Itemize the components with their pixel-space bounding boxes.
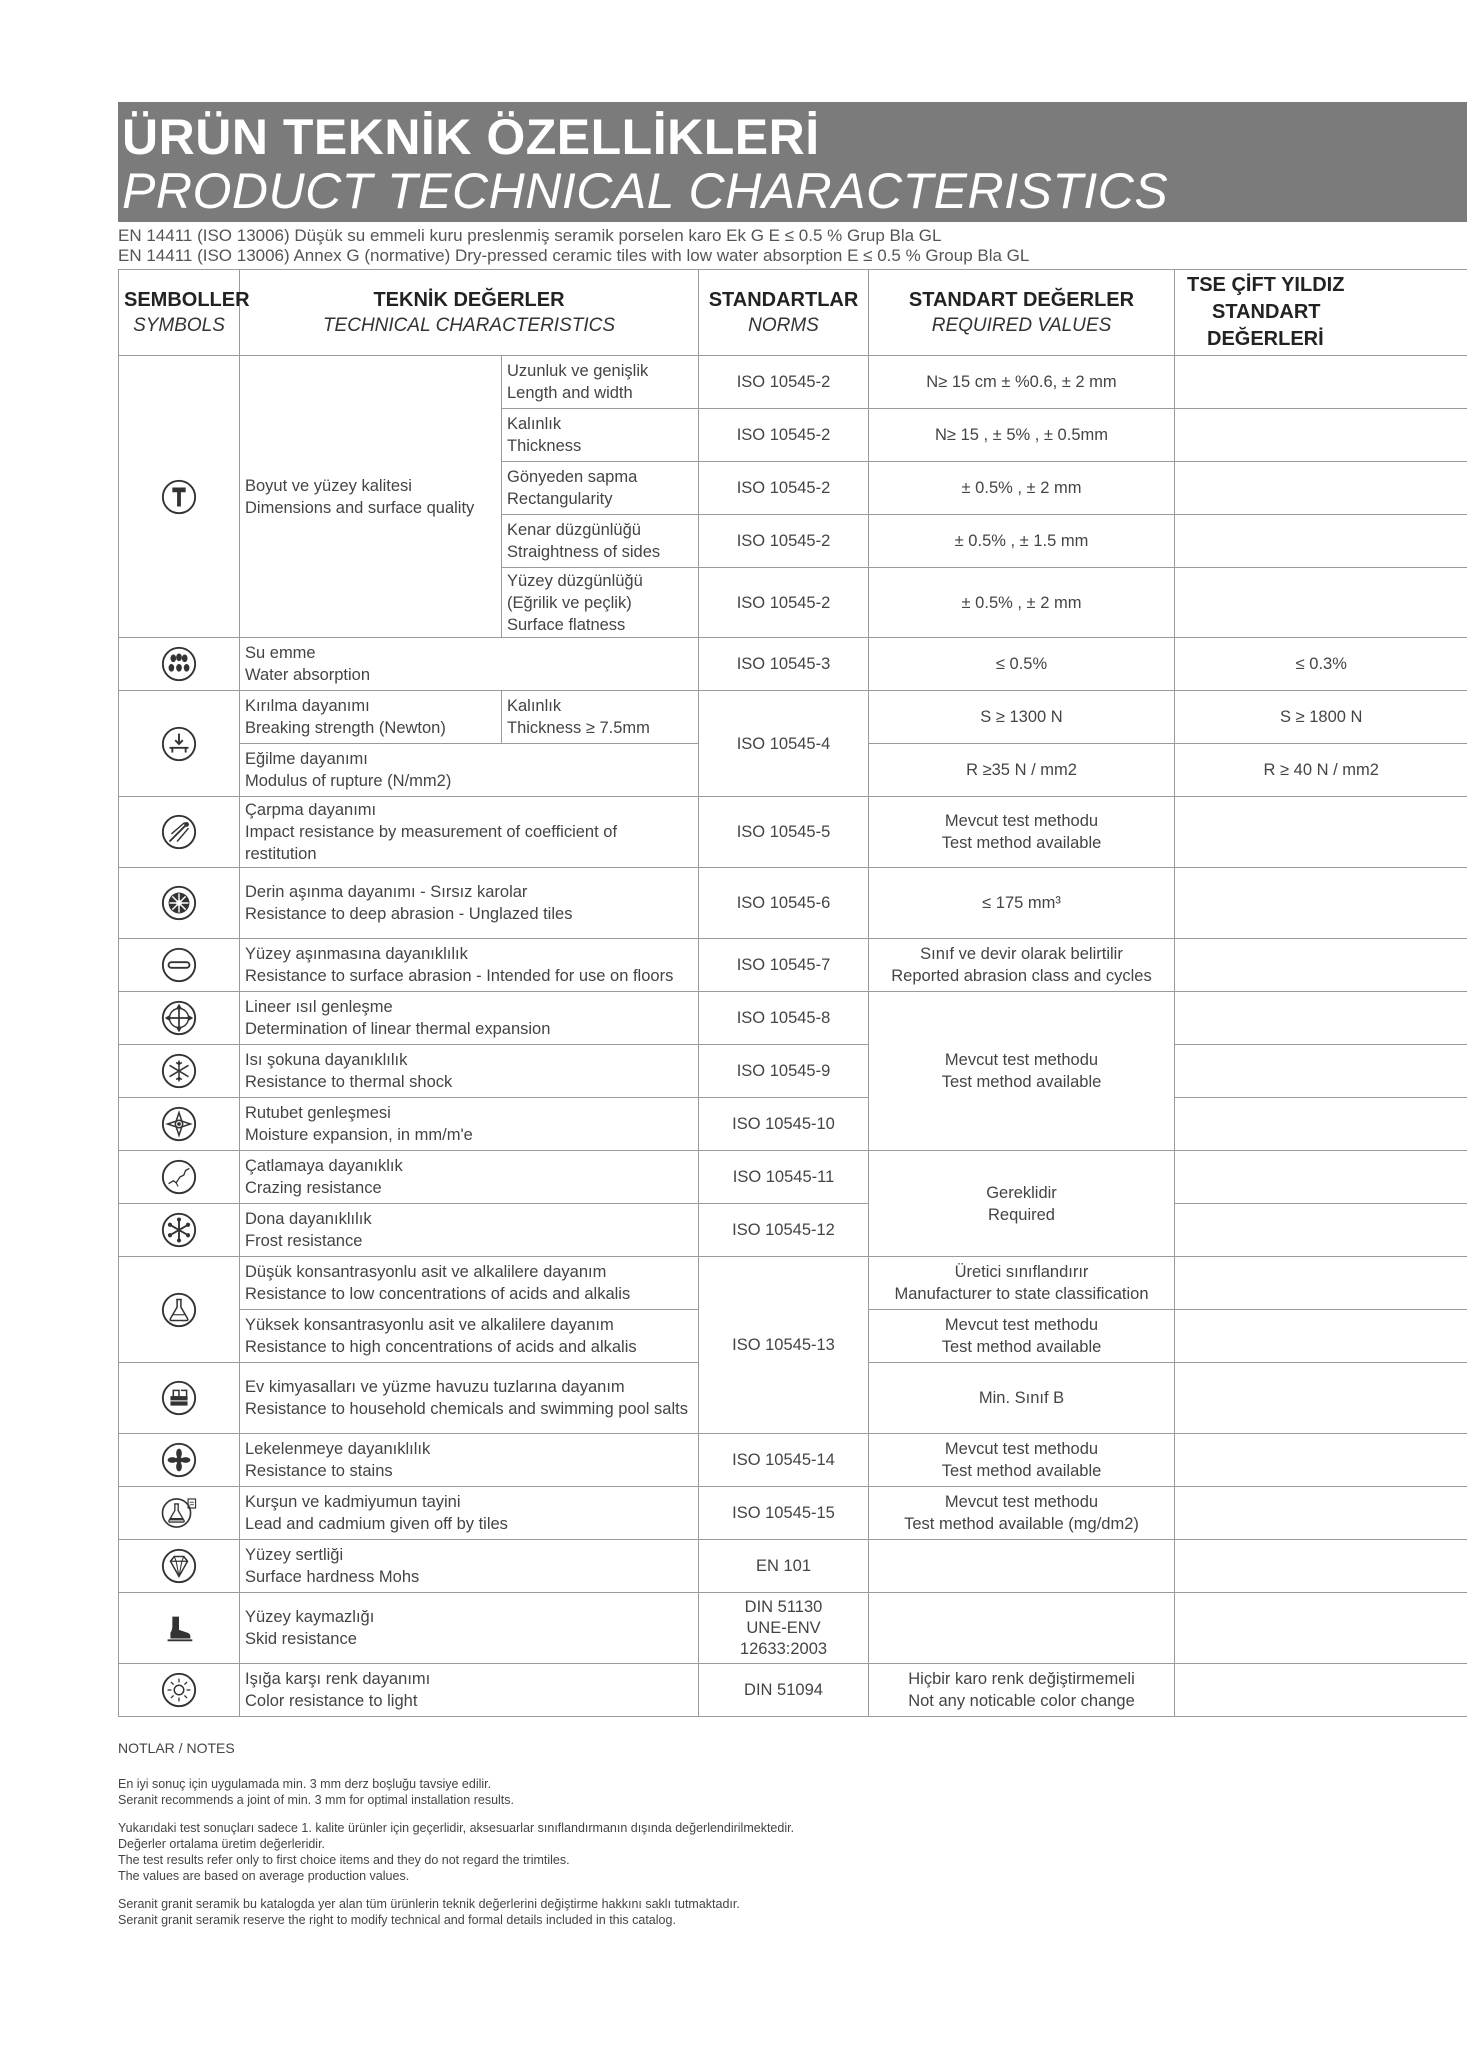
table-row xyxy=(119,797,1467,868)
tse-cell xyxy=(1175,1310,1467,1363)
req-cell: Mevcut test methodu Test method available xyxy=(869,1434,1175,1487)
dims-sub: Kalınlık Thickness xyxy=(502,409,699,462)
thermal-expansion-icon xyxy=(119,992,240,1045)
norm-cell: ISO 10545-15 xyxy=(699,1487,869,1540)
norm-cell: ISO 10545-6 xyxy=(699,868,869,939)
table-row xyxy=(119,939,1467,992)
table-row xyxy=(119,1664,1467,1717)
col-technical: TEKNİK DEĞERLER TECHNICAL CHARACTERISTICS xyxy=(240,270,699,356)
norm-cell: ISO 10545-2 xyxy=(699,568,869,638)
req-cell: ± 0.5% , ± 1.5 mm xyxy=(869,515,1175,568)
water-label: Su emme Water absorption xyxy=(240,638,699,691)
table-row xyxy=(119,1487,1467,1540)
norm-cell: ISO 10545-5 xyxy=(699,797,869,868)
req-cell: Üretici sınıflandırır Manufacturer to state classification xyxy=(869,1257,1175,1310)
tse-cell xyxy=(1175,1257,1467,1310)
crazing-icon xyxy=(119,1151,240,1204)
req-cell: Sınıf ve devir olarak belirtilir Reported abrasion class and cycles xyxy=(869,939,1175,992)
tse-cell xyxy=(1175,1540,1467,1593)
table-row xyxy=(119,1151,1467,1204)
col-symbols: SEMBOLLER SYMBOLS xyxy=(119,270,240,356)
norm-cell: DIN 51094 xyxy=(699,1664,869,1717)
table-row xyxy=(119,1045,1467,1098)
norm-cell: DIN 51130 UNE-ENV 12633:2003 xyxy=(699,1593,869,1664)
req-cell: Mevcut test methodu Test method available xyxy=(869,797,1175,868)
lead-cadmium-icon xyxy=(119,1487,240,1540)
req-cell: ± 0.5% , ± 2 mm xyxy=(869,462,1175,515)
norm-cell: ISO 10545-14 xyxy=(699,1434,869,1487)
breaking-sub: Kalınlık Thickness ≥ 7.5mm xyxy=(502,691,699,744)
hardness-label: Yüzey sertliği Surface hardness Mohs xyxy=(240,1540,699,1593)
crazing-label: Çatlamaya dayanıklık Crazing resistance xyxy=(240,1151,699,1204)
tse-cell xyxy=(1175,1204,1467,1257)
intro-line-tr: EN 14411 (ISO 13006) Düşük su emmeli kuru preslenmiş seramik porselen karo Ek G E ≤ 0.5 % Grup Bla GL xyxy=(118,226,942,245)
norm-cell: ISO 10545-10 xyxy=(699,1098,869,1151)
dims-sub: Uzunluk ve genişlik Length and width xyxy=(502,356,699,409)
title-tr: ÜRÜN TEKNİK ÖZELLİKLERİ xyxy=(122,109,820,165)
norm-cell: ISO 10545-12 xyxy=(699,1204,869,1257)
stain-icon xyxy=(119,1434,240,1487)
thermal-expansion-label: Lineer ısıl genleşme Determination of linear thermal expansion xyxy=(240,992,699,1045)
tse-cell xyxy=(1175,515,1467,568)
table-row xyxy=(119,1257,1467,1310)
impact-icon xyxy=(119,797,240,868)
surface-abrasion-label: Yüzey aşınmasına dayanıklılık Resistance to surface abrasion - Intended for use on floors xyxy=(240,939,699,992)
norm-cell: ISO 10545-2 xyxy=(699,356,869,409)
flask-icon xyxy=(119,1257,240,1363)
tse-cell xyxy=(1175,1045,1467,1098)
chem-low-label: Düşük konsantrasyonlu asit ve alkalilere dayanım Resistance to low concentrations of acids and alkalis xyxy=(240,1257,699,1310)
lead-label: Kurşun ve kadmiyumun tayini Lead and cadmium given off by tiles xyxy=(240,1487,699,1540)
table-row xyxy=(119,691,1467,744)
req-cell xyxy=(869,1540,1175,1593)
dims-sub: Kenar düzgünlüğü Straightness of sides xyxy=(502,515,699,568)
moisture-expansion-icon xyxy=(119,1098,240,1151)
req-cell: Mevcut test methodu Test method available (mg/dm2) xyxy=(869,1487,1175,1540)
impact-label: Çarpma dayanımı Impact resistance by measurement of coefficient of restitution xyxy=(240,797,699,868)
thermal-shock-icon xyxy=(119,1045,240,1098)
notes-paragraph: Seranit granit seramik bu katalogda yer alan tüm ürünlerin teknik değerlerini değiştirme hakkını saklı tutmaktadır. Seranit granit seramik reserve the right to modify technical and formal details included in this catalog. xyxy=(118,1897,740,1927)
deep-abrasion-label: Derin aşınma dayanımı - Sırsız karolar Resistance to deep abrasion - Unglazed tiles xyxy=(240,868,699,939)
tse-cell xyxy=(1175,797,1467,868)
table-row xyxy=(119,1098,1467,1151)
col-required: STANDART DEĞERLER REQUIRED VALUES xyxy=(869,270,1175,356)
req-cell: Mevcut test methodu Test method available xyxy=(869,1310,1175,1363)
notes-title: NOTLAR / NOTES xyxy=(118,1740,235,1756)
table-row xyxy=(119,1434,1467,1487)
moisture-expansion-label: Rutubet genleşmesi Moisture expansion, in mm/m'e xyxy=(240,1098,699,1151)
breaking-label: Kırılma dayanımı Breaking strength (Newton) xyxy=(240,691,502,744)
norm-cell: ISO 10545-4 xyxy=(699,691,869,797)
req-cell: Min. Sınıf B xyxy=(869,1363,1175,1434)
notes-paragraph: Yukarıdaki test sonuçları sadece 1. kalite ürünler için geçerlidir, aksesuarlar sınıflandırmanın dışında değerlendirilmektedir. Değerler ortalama üretim değerleridir. The test results refer only to first choice items and they do not regard the trimtiles. The values are based on average production values. xyxy=(118,1821,795,1883)
req-cell: Mevcut test methodu Test method available xyxy=(869,992,1175,1151)
norm-cell: ISO 10545-2 xyxy=(699,515,869,568)
diamond-icon xyxy=(119,1540,240,1593)
tse-cell xyxy=(1175,568,1467,638)
table-row xyxy=(119,1204,1467,1257)
title-en: PRODUCT TECHNICAL CHARACTERISTICS xyxy=(122,163,1169,219)
dims-sub: Gönyeden sapma Rectangularity xyxy=(502,462,699,515)
req-cell: Hiçbir karo renk değiştirmemeli Not any noticable color change xyxy=(869,1664,1175,1717)
dimension-icon xyxy=(119,356,240,638)
skid-label: Yüzey kaymazlığı Skid resistance xyxy=(240,1593,699,1664)
norm-cell: ISO 10545-11 xyxy=(699,1151,869,1204)
tse-cell: S ≥ 1800 N xyxy=(1175,691,1467,744)
req-cell xyxy=(869,1593,1175,1664)
table-row xyxy=(119,356,1467,409)
household-chemicals-icon xyxy=(119,1363,240,1434)
norm-cell: ISO 10545-3 xyxy=(699,638,869,691)
tse-cell xyxy=(1175,1664,1467,1717)
dims-sub: Yüzey düzgünlüğü (Eğrilik ve peçlik) Surface flatness xyxy=(502,568,699,638)
tse-cell xyxy=(1175,1593,1467,1664)
table-header-row xyxy=(119,270,1467,356)
req-cell: N≥ 15 , ± 5% , ± 0.5mm xyxy=(869,409,1175,462)
table-row xyxy=(119,1540,1467,1593)
tse-cell: R ≥ 40 N / mm2 xyxy=(1175,744,1467,797)
tse-cell xyxy=(1175,1363,1467,1434)
norm-cell: ISO 10545-9 xyxy=(699,1045,869,1098)
norm-cell: ISO 10545-8 xyxy=(699,992,869,1045)
norm-cell: ISO 10545-13 xyxy=(699,1257,869,1434)
sun-icon xyxy=(119,1664,240,1717)
intro-text xyxy=(118,226,1029,266)
table-row xyxy=(119,1593,1467,1664)
tse-cell xyxy=(1175,1098,1467,1151)
tse-cell xyxy=(1175,1487,1467,1540)
tse-cell xyxy=(1175,409,1467,462)
page-header xyxy=(118,102,1467,222)
table-row xyxy=(119,992,1467,1045)
stain-label: Lekelenmeye dayanıklılık Resistance to stains xyxy=(240,1434,699,1487)
tse-cell xyxy=(1175,992,1467,1045)
col-norms: STANDARTLAR NORMS xyxy=(699,270,869,356)
surface-abrasion-icon xyxy=(119,939,240,992)
req-cell: Gereklidir Required xyxy=(869,1151,1175,1257)
thermal-shock-label: Isı şokuna dayanıklılık Resistance to thermal shock xyxy=(240,1045,699,1098)
req-cell: R ≥35 N / mm2 xyxy=(869,744,1175,797)
water-drops-icon xyxy=(119,638,240,691)
notes-section xyxy=(118,1740,1418,1940)
req-cell: ± 0.5% , ± 2 mm xyxy=(869,568,1175,638)
light-label: Işığa karşı renk dayanımı Color resistance to light xyxy=(240,1664,699,1717)
spec-table xyxy=(118,269,1467,1717)
tse-cell xyxy=(1175,356,1467,409)
snowflake-icon xyxy=(119,1204,240,1257)
table-row xyxy=(119,638,1467,691)
intro-line-en: EN 14411 (ISO 13006) Annex G (normative) Dry-pressed ceramic tiles with low water absorption E ≤ 0.5 % Group Bla GL xyxy=(118,246,1030,265)
norm-cell: ISO 10545-2 xyxy=(699,462,869,515)
tse-cell: ≤ 0.3% xyxy=(1175,638,1467,691)
col-tse: TSE ÇİFT YILDIZ STANDART DEĞERLERİ xyxy=(1175,270,1467,356)
tse-cell xyxy=(1175,1434,1467,1487)
chem-household-label: Ev kimyasalları ve yüzme havuzu tuzlarına dayanım Resistance to household chemicals and swimming pool salts xyxy=(240,1363,699,1434)
modulus-label: Eğilme dayanımı Modulus of rupture (N/mm2) xyxy=(240,744,699,797)
norm-cell: EN 101 xyxy=(699,1540,869,1593)
norm-cell: ISO 10545-2 xyxy=(699,409,869,462)
chem-high-label: Yüksek konsantrasyonlu asit ve alkalilere dayanım Resistance to high concentrations of acids and alkalis xyxy=(240,1310,699,1363)
req-cell: ≤ 175 mm³ xyxy=(869,868,1175,939)
boot-icon xyxy=(119,1593,240,1664)
tse-cell xyxy=(1175,868,1467,939)
dims-label: Boyut ve yüzey kalitesi Dimensions and surface quality xyxy=(240,356,502,638)
req-cell: N≥ 15 cm ± %0.6, ± 2 mm xyxy=(869,356,1175,409)
req-cell: S ≥ 1300 N xyxy=(869,691,1175,744)
frost-label: Dona dayanıklılık Frost resistance xyxy=(240,1204,699,1257)
tse-cell xyxy=(1175,939,1467,992)
breaking-strength-icon xyxy=(119,691,240,797)
table-row xyxy=(119,868,1467,939)
tse-cell xyxy=(1175,1151,1467,1204)
deep-abrasion-icon xyxy=(119,868,240,939)
tse-cell xyxy=(1175,462,1467,515)
notes-paragraph: En iyi sonuç için uygulamada min. 3 mm derz boşluğu tavsiye edilir. Seranit recommends a joint of min. 3 mm for optimal installation results. xyxy=(118,1777,514,1807)
req-cell: ≤ 0.5% xyxy=(869,638,1175,691)
norm-cell: ISO 10545-7 xyxy=(699,939,869,992)
